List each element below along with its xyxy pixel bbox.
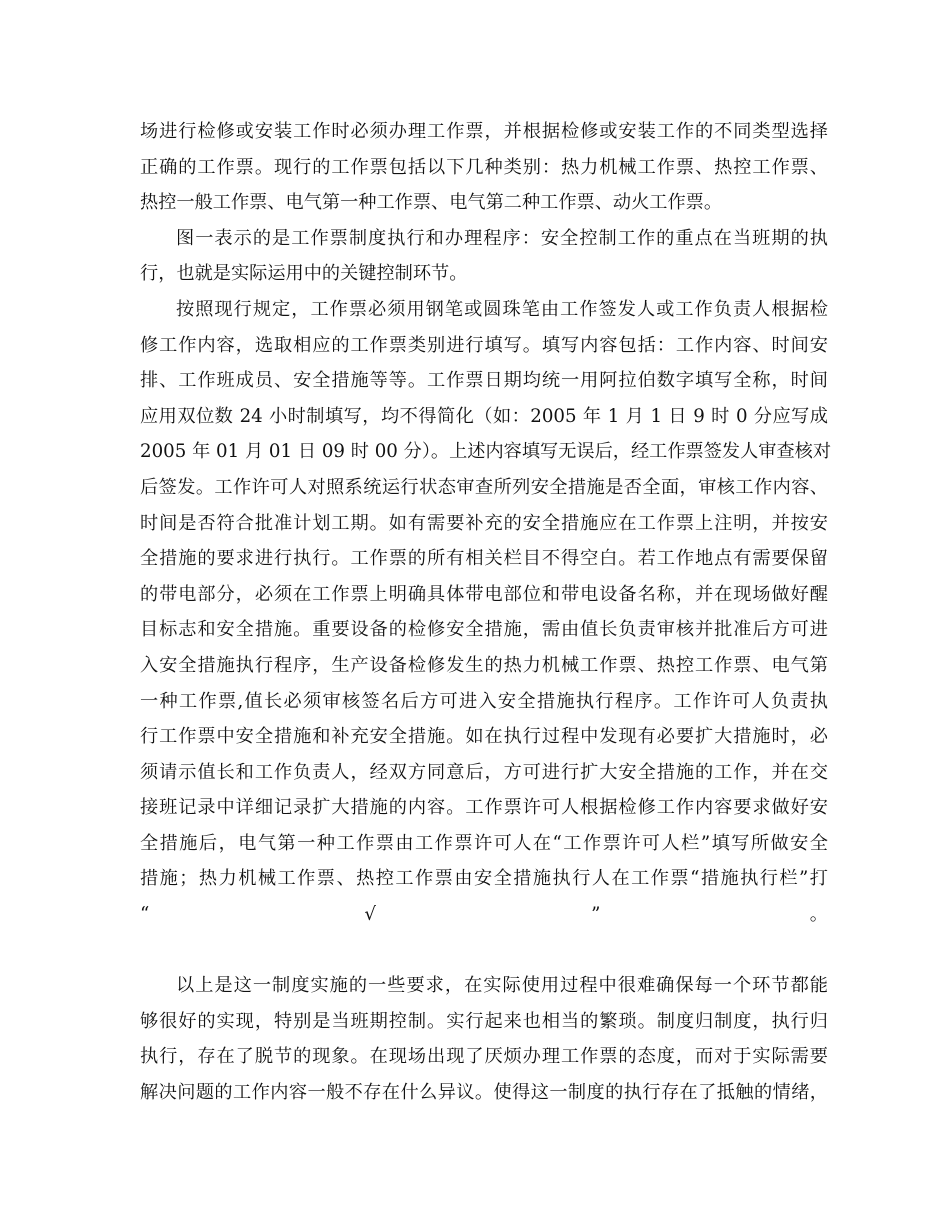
text-line: 措施；热力机械工作票、热控工作票由安全措施执行人在工作票“措施执行栏”打 [140, 868, 828, 890]
paragraph-4 [140, 968, 828, 1110]
paragraph-1 [140, 114, 828, 221]
text-line: 执行，存在了脱节的现象。在现场出现了厌烦办理工作票的态度，而对于实际需要 [140, 1046, 828, 1068]
text-line: 行，也就是实际运用中的关键控制环节。 [140, 263, 468, 285]
text-line: 正确的工作票。现行的工作票包括以下几种类别：热力机械工作票、热控工作票、 [140, 156, 828, 178]
text-line: “ √ ”。 [140, 904, 828, 926]
text-line: 修工作内容，选取相应的工作票类别进行填写。填写内容包括：工作内容、时间安 [140, 334, 828, 356]
document-body [140, 114, 832, 1111]
text-line: 解决问题的工作内容一般不存在什么异议。使得这一制度的执行存在了抵触的情绪， [140, 1082, 828, 1104]
text-line: 图一表示的是工作票制度执行和办理程序：安全控制工作的重点在当班期的执 [176, 227, 828, 249]
text-line: 热控一般工作票、电气第一种工作票、电气第二种工作票、动火工作票。 [140, 192, 723, 214]
paragraph-3 [140, 292, 832, 968]
text-line: 须请示值长和工作负责人，经双方同意后，方可进行扩大安全措施的工作，并在交 [140, 761, 828, 783]
text-line: 按照现行规定，工作票必须用钢笔或圆珠笔由工作签发人或工作负责人根据检 [176, 298, 828, 320]
text-line: 目标志和安全措施。重要设备的检修安全措施，需由值长负责审核并批准后方可进 [140, 619, 828, 641]
text-line: 后签发。工作许可人对照系统运行状态审查所列安全措施是否全面，审核工作内容、 [140, 476, 828, 498]
text-line: 2005 年 01 月 01 日 09 时 00 分）。上述内容填写无误后，经工作票签发人审查核对 [140, 441, 832, 463]
text-line: 够很好的实现，特别是当班期控制。实行起来也相当的繁琐。制度归制度，执行归 [140, 1010, 828, 1032]
text-line: 应用双位数 24 小时制填写，均不得简化（如：2005 年 1 月 1 日 9 时 0 分应写成 [140, 405, 828, 427]
text-line: 的带电部分，必须在工作票上明确具体带电部位和带电设备名称，并在现场做好醒 [140, 583, 828, 605]
text-line [140, 933, 828, 969]
text-line: 接班记录中详细记录扩大措施的内容。工作票许可人根据检修工作内容要求做好安 [140, 797, 828, 819]
text-line: 入安全措施执行程序，生产设备检修发生的热力机械工作票、热控工作票、电气第 [140, 654, 828, 676]
text-line: 时间是否符合批准计划工期。如有需要补充的安全措施应在工作票上注明，并按安 [140, 512, 828, 534]
text-line: 全措施后，电气第一种工作票由工作票许可人在“工作票许可人栏”填写所做安全 [140, 832, 828, 854]
text-line: 一种工作票,值长必须审核签名后方可进入安全措施执行程序。工作许可人负责执 [140, 690, 828, 712]
text-line: 排、工作班成员、安全措施等等。工作票日期均统一用阿拉伯数字填写全称，时间 [140, 370, 828, 392]
text-line: 全措施的要求进行执行。工作票的所有相关栏目不得空白。若工作地点有需要保留 [140, 548, 828, 570]
text-line: 场进行检修或安装工作时必须办理工作票，并根据检修或安装工作的不同类型选择 [140, 121, 828, 142]
text-line: 行工作票中安全措施和补充安全措施。如在执行过程中发现有必要扩大措施时，必 [140, 726, 828, 748]
text-line: 以上是这一制度实施的一些要求，在实际使用过程中很难确保每一个环节都能 [176, 975, 828, 997]
paragraph-2 [140, 221, 828, 292]
